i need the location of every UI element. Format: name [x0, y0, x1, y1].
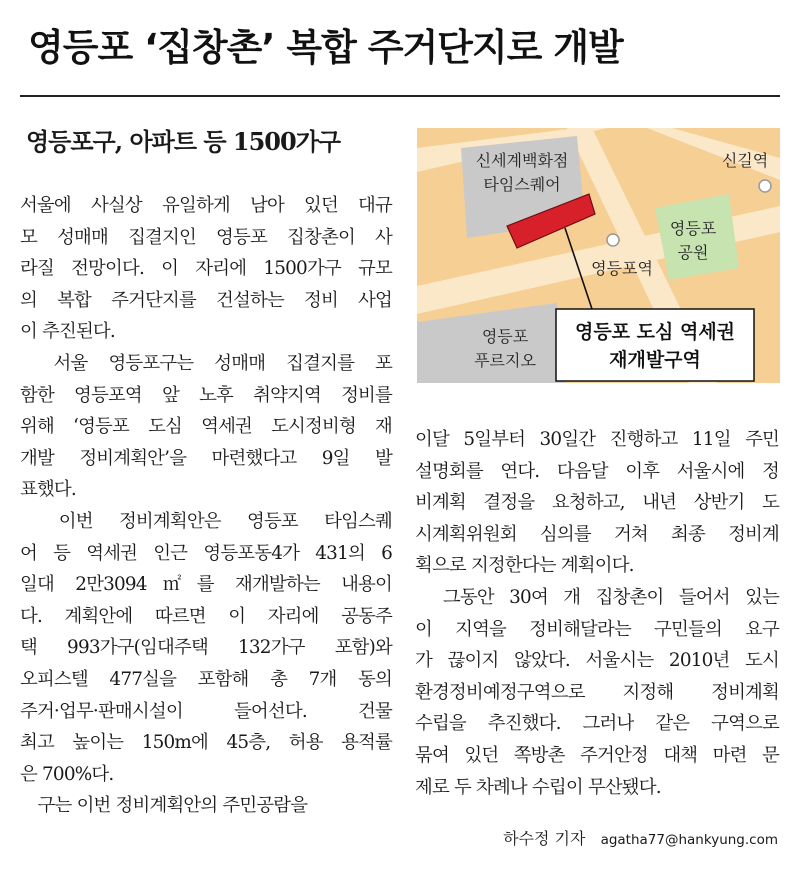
location-map	[417, 128, 780, 383]
subheadline: 영등포구, 아파트 등 1500가구	[26, 127, 341, 156]
article-line: 가 끊이지 않았다. 서울시는 2010년 도시	[415, 650, 779, 672]
article-line: 표했다.	[20, 479, 76, 501]
article-line: 서울 영등포구는 성매매 집결지를 포	[20, 352, 392, 374]
reporter-name: 하수정 기자	[503, 829, 586, 848]
article-line: 의 복합 주거단지를 건설하는 정비 사업	[20, 289, 392, 311]
map-label-timesquare-line2: 타임스퀘어	[483, 175, 561, 194]
article-line: 이 추진된다.	[20, 321, 115, 343]
article-line: 획으로 지정한다는 계획이다.	[415, 555, 634, 577]
article-line: 서울에 사실상 유일하게 남아 있던 대규	[20, 195, 392, 216]
article-line: 최고 높이는 150m에 45층, 허용 용적률	[20, 732, 392, 754]
article-line: 환경정비예정구역으로 지정해 정비계획	[415, 681, 779, 703]
map-label-park-line1: 영등포	[669, 219, 717, 238]
article-line: 그동안 30여 개 집창촌이 들어서 있는	[415, 586, 779, 608]
article-line: 수립을 추진했다. 그러나 같은 구역으로	[415, 713, 779, 735]
article-line: 이 지역을 정비해달라는 구민들의 요구	[415, 618, 779, 640]
article-line: 함한 영등포역 앞 노후 취약지역 정비를	[20, 384, 392, 406]
article-line: 주거·업무·판매시설이 들어선다. 건물	[20, 700, 392, 722]
article-line: 은 700%다.	[20, 763, 114, 785]
article-column-1	[20, 190, 392, 822]
article-line: 시계획위원회 심의를 거쳐 최종 정비계	[415, 523, 779, 545]
article-line: 위해 ‘영등포 도심 역세권 도시정비형 재	[20, 416, 392, 438]
article-line: 설명회를 연다. 다음달 이후 서울시에 정	[415, 460, 779, 482]
article-line: 이달 5일부터 30일간 진행하고 11일 주민	[415, 429, 779, 450]
map-label-station: 영등포역	[591, 259, 653, 278]
article-line: 구는 이번 정비계획안의 주민공람을	[20, 795, 308, 817]
article-line: 어 등 역세권 인근 영등포동4가 431의 6	[20, 542, 392, 564]
map-label-timesquare-line1: 신세계백화점	[475, 151, 569, 170]
map-callout-line1: 영등포 도심 역세권	[574, 321, 736, 343]
article-line: 비계획 결정을 요청하고, 내년 상반기 도	[415, 492, 779, 514]
reporter-email[interactable]: agatha77@hankyung.com	[600, 832, 778, 848]
map-label-prugio-line2: 푸르지오	[474, 351, 536, 370]
map-callout-line2: 재개발구역	[609, 349, 701, 371]
article-line: 이번 정비계획안은 영등포 타임스퀘	[20, 510, 392, 532]
article-line: 오피스텔 477실을 포함해 총 7개 동의	[20, 668, 392, 690]
article-column-2	[415, 424, 779, 803]
article-line: 일대 2만3094㎡를 재개발하는 내용이	[20, 574, 392, 596]
article-line: 다. 계획안에 따르면 이 자리에 공동주	[20, 605, 392, 627]
map-label-singil: 신길역	[721, 151, 769, 170]
article-line: 라질 전망이다. 이 자리에 1500가구 규모	[20, 258, 392, 280]
map-label-prugio-line1: 영등포	[481, 327, 529, 346]
map-singil-station-marker	[759, 180, 771, 192]
map-label-park-line2: 공원	[677, 243, 709, 262]
article-line: 개발 정비계획안’을 마련했다고 9일 발	[20, 447, 392, 469]
byline	[503, 826, 778, 849]
headline-rule	[20, 95, 780, 97]
article-line: 모 성매매 집결지인 영등포 집창촌이 사	[20, 226, 392, 248]
article-line: 묶여 있던 쪽방촌 주거안정 대책 마련 문	[415, 744, 779, 766]
article-line: 제로 두 차례나 수립이 무산됐다.	[415, 776, 661, 798]
article-line: 택 993가구(임대주택 132가구 포함)와	[20, 637, 392, 659]
map-yeongdeungpo-station-marker	[607, 234, 619, 246]
headline: 영등포 ‘집창촌’ 복합 주거단지로 개발	[28, 26, 623, 69]
